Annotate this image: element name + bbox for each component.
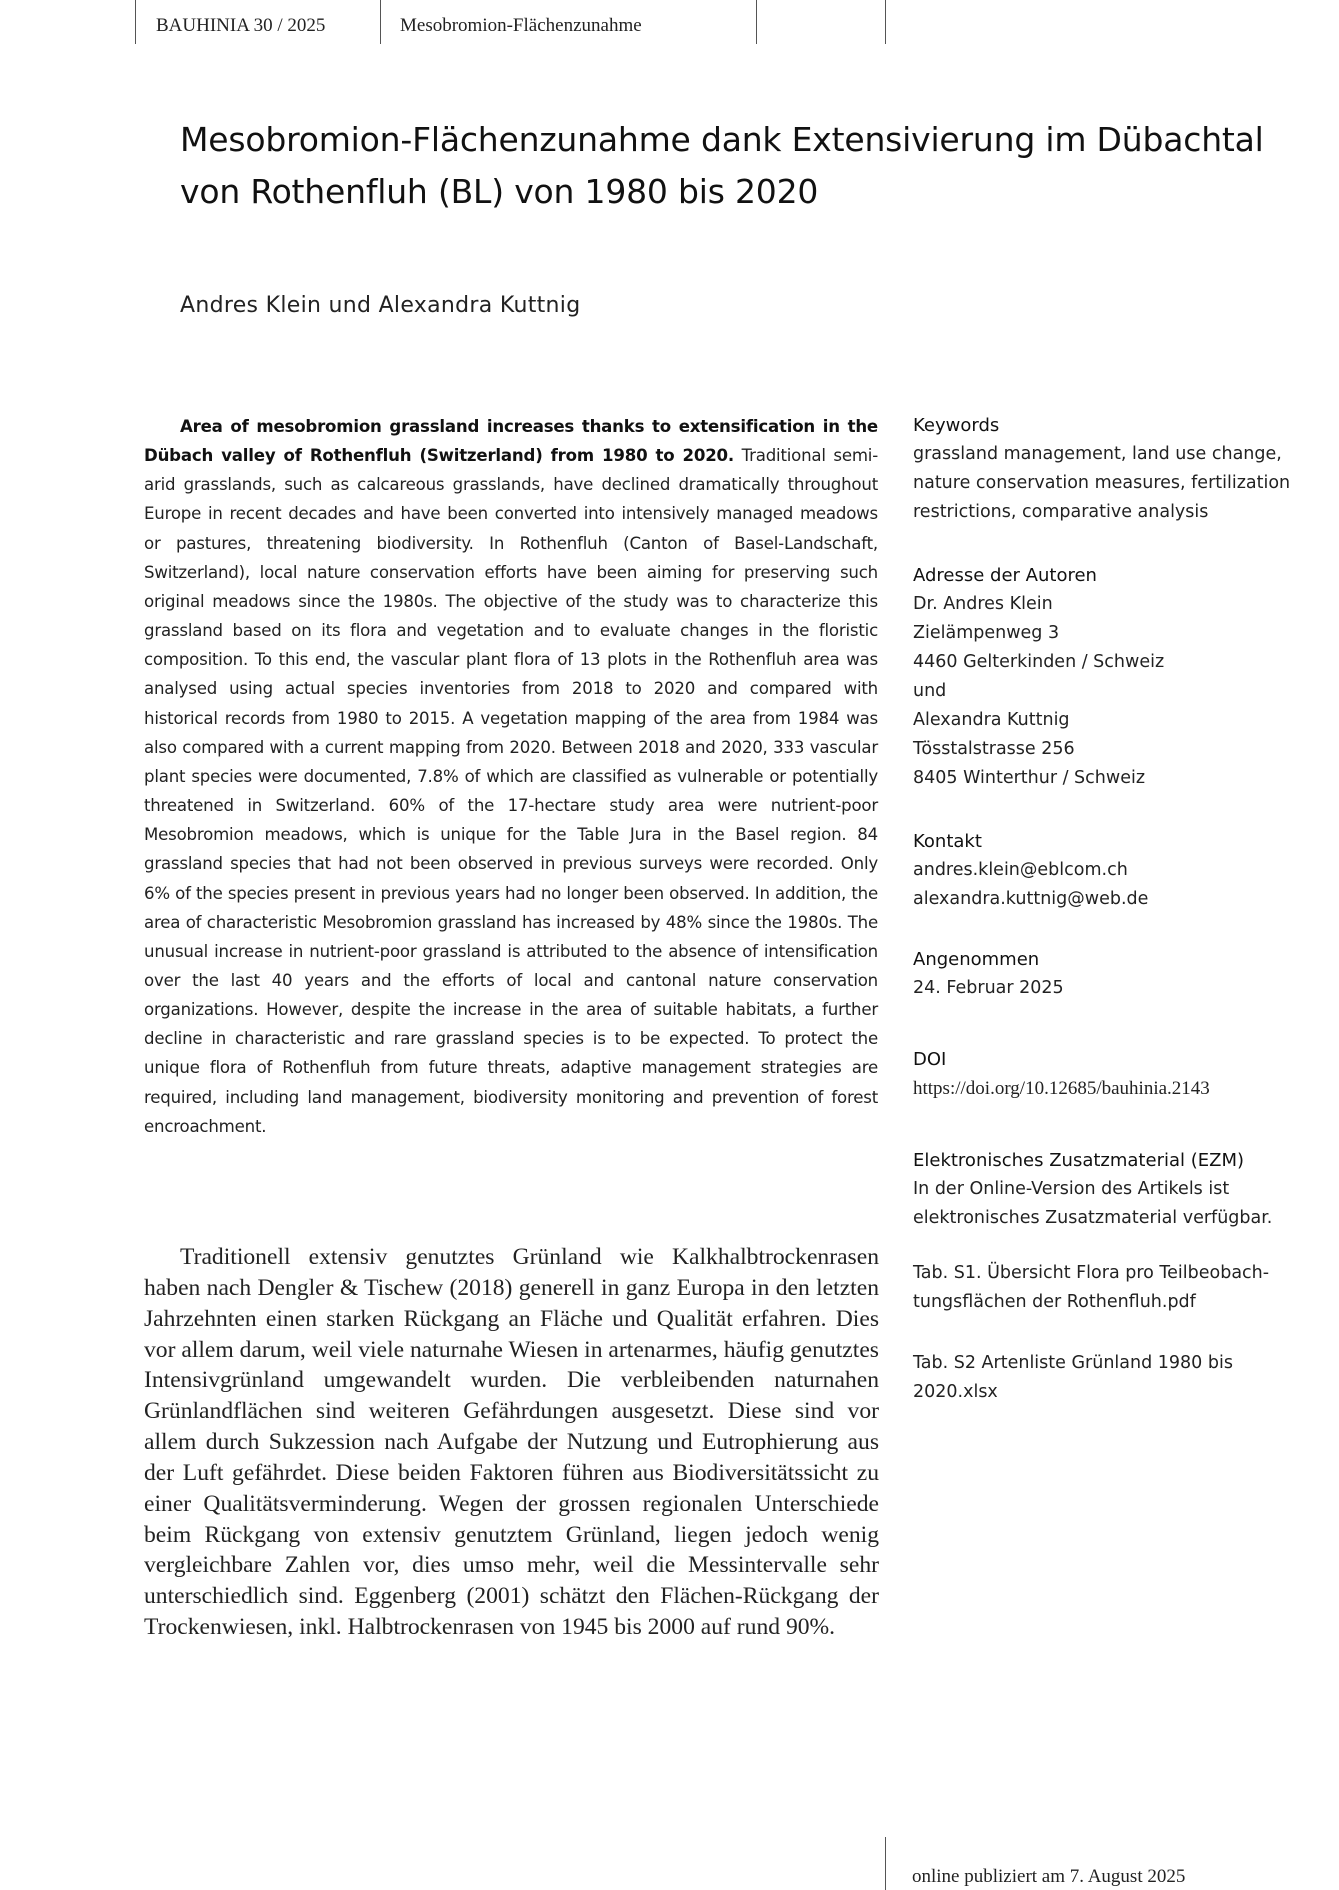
- abstract: [144, 412, 878, 1141]
- header-rule-left: [135, 0, 136, 44]
- keywords-heading: Keywords: [913, 415, 1000, 436]
- ezm-block: [913, 1146, 1313, 1233]
- ezm-text: In der Online-Version des Artikels ist elektronisches Zusatzmaterial verfügbar.: [913, 1179, 1273, 1228]
- header-rule-right: [756, 0, 757, 44]
- address-line: 4460 Gelterkinden / Schweiz: [913, 652, 1165, 672]
- address-line: und: [913, 681, 947, 701]
- address-line: Dr. Andres Klein: [913, 594, 1053, 614]
- contact-heading: Kontakt: [913, 831, 982, 852]
- contact-email-kuttnig[interactable]: alexandra.kuttnig@web.de: [913, 889, 1149, 909]
- header-rule-far-right: [885, 0, 886, 44]
- accepted-heading: Angenommen: [913, 949, 1040, 970]
- publication-date: online publiziert am 7. August 2025: [912, 1866, 1186, 1887]
- accepted-date: 24. Februar 2025: [913, 978, 1064, 998]
- ezm-file-2[interactable]: [913, 1349, 1273, 1407]
- article-authors: Andres Klein und Alexandra Kuttnig: [180, 293, 581, 318]
- footer-rule: [885, 1837, 886, 1890]
- abstract-text: Traditional semi-arid grasslands, such as calcareous grasslands, have declined dramatically throughout Europe in recent decades and have been converted into intensively managed meadows or pastures, threatening biodiversity. In Rothenfluh (Canton of Basel-Landschaft, Switzerland), local nature conservation efforts have been aiming for preserving such original meadows since the 1980s. The objective of the study was to characterize this grassland based on its flora and vegetation and to evaluate changes in the floristic composition. To this end, the vascular plant flora of 13 plots in the Rothenfluh area was analysed using actual species inventories from 2018 to 2020 and compared with historical records from 1980 to 2015. A vegetation mapping of the area from 1984 was also compared with a current mapping from 2020. Between 2018 and 2020, 333 vascular plant species were documented, 7.8% of which are classified as vulnerable or potentially threatened in Switzerland. 60% of the 17-hectare study area were nutrient-poor Mesobromion meadows, which is unique for the Table Jura in the Basel region. 84 grassland species that had not been observed in previous surveys were recorded. Only 6% of the species present in previous years had no longer been observed. In addition, the area of characteristic Mesobromion grassland has increased by 48% since the 1980s. The unusual increase in nutrient-poor grassland is attributed to the absence of intensification over the last 40 years and the efforts of local and cantonal nature conservation organizations. However, despite the increase in the area of suitable habitats, a further decline in characteristic and rare grassland species is to be expected. To protect the unique flora of Rothenfluh from future threats, adaptive management strategies are required, including land management, biodiversity monitoring and prevention of forest encroachment.: [144, 446, 879, 1136]
- address-line: 8405 Winterthur / Schweiz: [913, 768, 1146, 788]
- ezm-heading: Elektronisches Zusatzmaterial (EZM): [913, 1150, 1244, 1171]
- header-rule-middle: [380, 0, 381, 44]
- keywords-text: grassland management, land use change, nature conservation measures, fertilization restrictions, comparative analysis: [913, 444, 1291, 522]
- keywords-block: [913, 411, 1313, 527]
- contact-block: [913, 827, 1313, 914]
- ezm-file-2-label[interactable]: Tab. S2 Artenliste Grünland 1980 bis 2020.xlsx: [913, 1353, 1233, 1402]
- contact-email-klein[interactable]: andres.klein@eblcom.ch: [913, 860, 1128, 880]
- ezm-file-1[interactable]: [913, 1259, 1303, 1317]
- address-line: Zielämpenweg 3: [913, 623, 1060, 643]
- address-line: Tösstalstrasse 256: [913, 739, 1075, 759]
- abstract-lead: Area of mesobromion grassland increases thanks to extensification in the Dübach valley of Rothenfluh (Switzerland) from 1980 to 2020.: [144, 417, 878, 466]
- address-block: [913, 561, 1313, 793]
- address-heading: Adresse der Autoren: [913, 565, 1097, 586]
- address-line: Alexandra Kuttnig: [913, 710, 1070, 730]
- running-head-journal: BAUHINIA 30 / 2025: [156, 15, 326, 36]
- doi-link[interactable]: https://doi.org/10.12685/bauhinia.2143: [913, 1078, 1210, 1099]
- doi-block: [913, 1045, 1313, 1103]
- article-title: Mesobromion-Flächenzunahme dank Extensivierung im Dübachtal von Rothenfluh (BL) von 1980 bis 2020: [180, 120, 1264, 211]
- body-paragraph: Traditionell extensiv genutztes Grünland wie Kalkhalbtrockenrasen haben nach Dengler & Tischew (2018) generell in ganz Europa in den letzten Jahrzehnten einen starken Rückgang an Fläche und Qualität erfahren. Dies vor allem darum, weil viele naturnahe Wiesen in artenarmes, häufig genutztes Intensivgrünland umgewandelt wurden. Die verbleibenden naturnahen Grünlandflächen sind weiteren Gefährdungen ausgesetzt. Diese sind vor allem durch Sukzession nach Aufgabe der Nutzung und Eutrophierung aus der Luft gefährdet. Diese beiden Faktoren führen aus Biodiversitätssicht zu einer Qualitätsverminderung. Wegen der grossen regionalen Unterschiede beim Rückgang von extensiv genutztem Grünland, liegen jedoch wenig vergleichbare Zahlen vor, dies umso mehr, weil die Messintervalle sehr unterschiedlich sind. Eggenberg (2001) schätzt den Flächen-Rückgang der Trockenwiesen, inkl. Halbtrockenrasen von 1945 bis 2000 auf rund 90%.: [144, 1244, 879, 1641]
- ezm-file-1-label[interactable]: Tab. S1. Übersicht Flora pro Teilbeobachtungsflächen der Rothenfluh.pdf: [913, 1263, 1270, 1312]
- running-head-section: Mesobromion-Flächenzunahme: [400, 15, 642, 36]
- accepted-block: [913, 945, 1313, 1003]
- doi-heading: DOI: [913, 1049, 947, 1070]
